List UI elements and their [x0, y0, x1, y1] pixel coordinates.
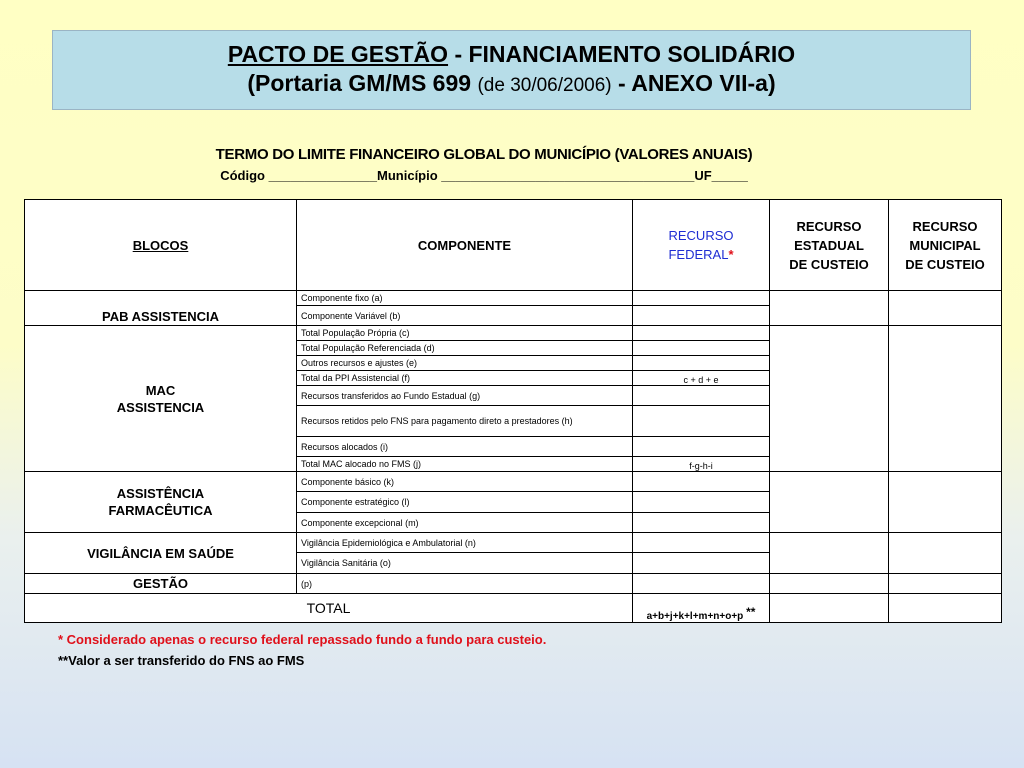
comp-pop-propria: Total População Própria (c): [297, 326, 633, 341]
cell-federal: [633, 513, 770, 533]
table-row: [25, 291, 1002, 306]
cell-federal: [633, 472, 770, 492]
comp-excepcional: Componente excepcional (m): [297, 513, 633, 533]
bloco-vigilancia: VIGILÂNCIA EM SAÚDE: [25, 533, 297, 574]
formula-f: c + d + e: [633, 371, 770, 386]
cell-federal: [633, 341, 770, 356]
comp-fixo: Componente fixo (a): [297, 291, 633, 306]
comp-recursos-alocados: Recursos alocados (i): [297, 437, 633, 457]
comp-vig-epidemiologica: Vigilância Epidemiológica e Ambulatorial (n): [297, 533, 633, 553]
comp-estrategico: Componente estratégico (l): [297, 492, 633, 513]
total-row: [25, 594, 1002, 623]
total-label: TOTAL: [25, 594, 633, 623]
bloco-gestao: GESTÃO: [25, 574, 297, 594]
comp-outros-recursos: Outros recursos e ajustes (e): [297, 356, 633, 371]
cell-federal: [633, 326, 770, 341]
header-recurso-municipal: RECURSO MUNICIPAL DE CUSTEIO: [889, 200, 1002, 291]
title-date: (de 30/06/2006): [477, 75, 612, 96]
comp-vig-sanitaria: Vigilância Sanitária (o): [297, 553, 633, 574]
title-line-2: [53, 69, 970, 100]
cell-federal: [633, 291, 770, 306]
comp-retidos-fns: Recursos retidos pelo FNS para pagamento direto a prestadores (h): [297, 406, 633, 437]
footnote-fns: **Valor a ser transferido do FNS ao FMS: [58, 653, 305, 668]
table-row: [25, 472, 1002, 492]
cell-estadual-pab: [770, 291, 889, 326]
cell-federal: [633, 533, 770, 553]
table-row: [25, 574, 1002, 594]
code-municipio-line: Código _______________Município ___________________________________UF_____: [220, 168, 748, 183]
cell-federal: [633, 574, 770, 594]
title-portaria: (Portaria GM/MS 699: [247, 70, 472, 96]
cell-municipal-pab: [889, 291, 1002, 326]
cell-estadual-gestao: [770, 574, 889, 594]
title-financiamento: - FINANCIAMENTO SOLIDÁRIO: [454, 41, 796, 67]
cell-federal: [633, 553, 770, 574]
cell-federal: [633, 492, 770, 513]
comp-total-ppi: Total da PPI Assistencial (f): [297, 371, 633, 386]
cell-federal: [633, 386, 770, 406]
comp-total-mac: Total MAC alocado no FMS (j): [297, 457, 633, 472]
comp-pop-referenciada: Total População Referenciada (d): [297, 341, 633, 356]
cell-federal: [633, 406, 770, 437]
cell-estadual-mac: [770, 326, 889, 472]
comp-basico: Componente básico (k): [297, 472, 633, 492]
comp-variavel: Componente Variável (b): [297, 306, 633, 326]
bloco-farmaceutica: ASSISTÊNCIA FARMACÊUTICA: [25, 472, 297, 533]
table-row: [25, 326, 1002, 341]
header-recurso-federal: RECURSO FEDERAL*: [633, 200, 770, 291]
cell-federal: [633, 356, 770, 371]
comp-gestao: (p): [297, 574, 633, 594]
title-line-1: [53, 40, 970, 69]
header-recurso-estadual: RECURSO ESTADUAL DE CUSTEIO: [770, 200, 889, 291]
cell-municipal-total: [889, 594, 1002, 623]
header-componente: COMPONENTE: [297, 200, 633, 291]
cell-municipal-gestao: [889, 574, 1002, 594]
bloco-pab: PAB ASSISTENCIA: [25, 291, 297, 326]
cell-municipal-farm: [889, 472, 1002, 533]
title-anexo: - ANEXO VII-a): [618, 70, 776, 96]
footnote-federal: * Considerado apenas o recurso federal repassado fundo a fundo para custeio.: [58, 632, 547, 647]
header-blocos: BLOCOS: [25, 200, 297, 291]
bloco-mac: MAC ASSISTENCIA: [25, 326, 297, 472]
table-row: [25, 533, 1002, 553]
comp-fundo-estadual: Recursos transferidos ao Fundo Estadual (g): [297, 386, 633, 406]
total-formula: a+b+j+k+l+m+n+o+p **: [633, 594, 770, 623]
cell-estadual-farm: [770, 472, 889, 533]
cell-municipal-vig: [889, 533, 1002, 574]
financial-table: [24, 199, 1002, 623]
cell-estadual-total: [770, 594, 889, 623]
cell-federal: [633, 306, 770, 326]
cell-municipal-mac: [889, 326, 1002, 472]
title-pacto: PACTO DE GESTÃO: [227, 41, 449, 67]
header-row: [25, 200, 1002, 291]
title-box: [52, 30, 971, 110]
formula-j: f-g-h-i: [633, 457, 770, 472]
cell-estadual-vig: [770, 533, 889, 574]
cell-federal: [633, 437, 770, 457]
document-subtitle: TERMO DO LIMITE FINANCEIRO GLOBAL DO MUNICÍPIO (VALORES ANUAIS): [215, 146, 753, 163]
